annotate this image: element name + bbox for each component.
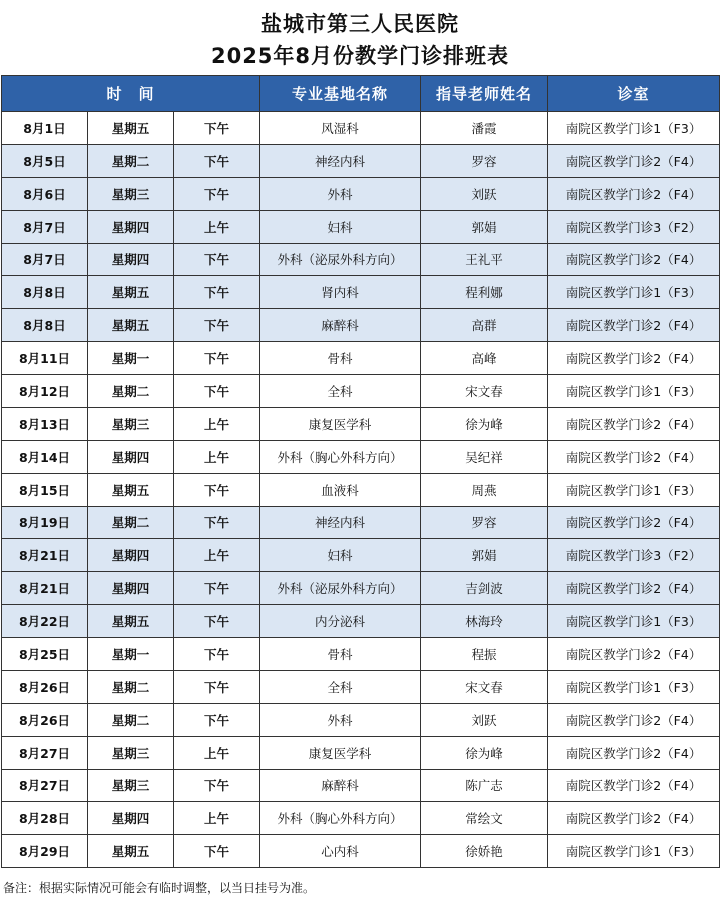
cell-teacher: 徐为峰 [421, 407, 548, 440]
cell-period: 上午 [174, 736, 260, 769]
cell-teacher: 周燕 [421, 473, 548, 506]
table-row [2, 605, 720, 638]
cell-teacher: 罗容 [421, 506, 548, 539]
cell-teacher: 潘霞 [421, 112, 548, 145]
table-row [2, 802, 720, 835]
cell-base: 内分泌科 [260, 605, 421, 638]
cell-date: 8月13日 [2, 407, 88, 440]
header-room: 诊室 [548, 76, 720, 112]
cell-base: 风湿科 [260, 112, 421, 145]
cell-weekday: 星期三 [88, 769, 174, 802]
cell-teacher: 吴纪祥 [421, 440, 548, 473]
cell-date: 8月28日 [2, 802, 88, 835]
cell-date: 8月26日 [2, 670, 88, 703]
cell-room: 南院区教学门诊2（F4） [548, 407, 720, 440]
cell-weekday: 星期二 [88, 506, 174, 539]
cell-period: 下午 [174, 769, 260, 802]
cell-teacher: 常绘文 [421, 802, 548, 835]
cell-teacher: 刘跃 [421, 703, 548, 736]
cell-date: 8月5日 [2, 144, 88, 177]
table-row [2, 539, 720, 572]
cell-room: 南院区教学门诊2（F4） [548, 243, 720, 276]
table-row [2, 112, 720, 145]
cell-period: 下午 [174, 506, 260, 539]
cell-room: 南院区教学门诊3（F2） [548, 539, 720, 572]
cell-room: 南院区教学门诊2（F4） [548, 144, 720, 177]
schedule-table [1, 75, 720, 868]
cell-date: 8月14日 [2, 440, 88, 473]
table-row [2, 506, 720, 539]
cell-teacher: 郭娟 [421, 210, 548, 243]
cell-base: 康复医学科 [260, 736, 421, 769]
cell-weekday: 星期四 [88, 539, 174, 572]
table-header-row [2, 76, 720, 112]
cell-weekday: 星期一 [88, 342, 174, 375]
table-row [2, 375, 720, 408]
cell-date: 8月8日 [2, 276, 88, 309]
cell-weekday: 星期四 [88, 243, 174, 276]
cell-room: 南院区教学门诊2（F4） [548, 736, 720, 769]
cell-teacher: 王礼平 [421, 243, 548, 276]
cell-period: 下午 [174, 243, 260, 276]
cell-room: 南院区教学门诊1（F3） [548, 375, 720, 408]
cell-weekday: 星期五 [88, 605, 174, 638]
cell-period: 下午 [174, 177, 260, 210]
table-row [2, 210, 720, 243]
cell-period: 上午 [174, 407, 260, 440]
cell-room: 南院区教学门诊2（F4） [548, 638, 720, 671]
cell-room: 南院区教学门诊1（F3） [548, 473, 720, 506]
schedule-title: 2025年8月份教学门诊排班表 [210, 44, 510, 68]
cell-room: 南院区教学门诊1（F3） [548, 605, 720, 638]
cell-room: 南院区教学门诊2（F4） [548, 342, 720, 375]
table-row [2, 670, 720, 703]
table-row [2, 440, 720, 473]
cell-teacher: 高群 [421, 309, 548, 342]
cell-date: 8月21日 [2, 539, 88, 572]
cell-date: 8月12日 [2, 375, 88, 408]
cell-date: 8月26日 [2, 703, 88, 736]
cell-base: 麻醉科 [260, 769, 421, 802]
cell-period: 下午 [174, 638, 260, 671]
cell-period: 下午 [174, 342, 260, 375]
cell-base: 心内科 [260, 835, 421, 868]
cell-base: 妇科 [260, 539, 421, 572]
cell-period: 下午 [174, 276, 260, 309]
cell-room: 南院区教学门诊1（F3） [548, 670, 720, 703]
table-row [2, 407, 720, 440]
cell-weekday: 星期四 [88, 572, 174, 605]
cell-date: 8月7日 [2, 243, 88, 276]
cell-base: 血液科 [260, 473, 421, 506]
cell-base: 骨科 [260, 638, 421, 671]
cell-base: 外科（胸心外科方向） [260, 440, 421, 473]
cell-weekday: 星期五 [88, 309, 174, 342]
cell-base: 外科（泌尿外科方向） [260, 572, 421, 605]
cell-weekday: 星期二 [88, 375, 174, 408]
cell-base: 肾内科 [260, 276, 421, 309]
cell-period: 下午 [174, 375, 260, 408]
cell-room: 南院区教学门诊2（F4） [548, 769, 720, 802]
table-row [2, 769, 720, 802]
table-row [2, 243, 720, 276]
cell-base: 外科（胸心外科方向） [260, 802, 421, 835]
cell-teacher: 程利娜 [421, 276, 548, 309]
cell-base: 妇科 [260, 210, 421, 243]
cell-weekday: 星期四 [88, 210, 174, 243]
cell-date: 8月27日 [2, 769, 88, 802]
cell-weekday: 星期二 [88, 703, 174, 736]
table-row [2, 638, 720, 671]
cell-period: 下午 [174, 473, 260, 506]
table-row [2, 309, 720, 342]
cell-weekday: 星期三 [88, 736, 174, 769]
table-row [2, 276, 720, 309]
hospital-name: 盐城市第三人民医院 [261, 12, 459, 36]
cell-base: 神经内科 [260, 506, 421, 539]
cell-teacher: 罗容 [421, 144, 548, 177]
cell-teacher: 宋文春 [421, 670, 548, 703]
cell-weekday: 星期三 [88, 407, 174, 440]
table-row [2, 177, 720, 210]
cell-teacher: 徐为峰 [421, 736, 548, 769]
cell-date: 8月11日 [2, 342, 88, 375]
cell-room: 南院区教学门诊2（F4） [548, 440, 720, 473]
cell-base: 全科 [260, 670, 421, 703]
cell-teacher: 刘跃 [421, 177, 548, 210]
cell-base: 外科 [260, 177, 421, 210]
cell-date: 8月19日 [2, 506, 88, 539]
cell-base: 骨科 [260, 342, 421, 375]
cell-teacher: 吉剑波 [421, 572, 548, 605]
cell-period: 上午 [174, 802, 260, 835]
header-base: 专业基地名称 [260, 76, 421, 112]
cell-weekday: 星期五 [88, 112, 174, 145]
cell-base: 全科 [260, 375, 421, 408]
cell-room: 南院区教学门诊2（F4） [548, 177, 720, 210]
cell-room: 南院区教学门诊2（F4） [548, 309, 720, 342]
table-row [2, 736, 720, 769]
cell-weekday: 星期二 [88, 144, 174, 177]
cell-weekday: 星期一 [88, 638, 174, 671]
cell-period: 下午 [174, 835, 260, 868]
cell-room: 南院区教学门诊2（F4） [548, 703, 720, 736]
cell-room: 南院区教学门诊1（F3） [548, 112, 720, 145]
cell-date: 8月15日 [2, 473, 88, 506]
table-row [2, 473, 720, 506]
cell-base: 麻醉科 [260, 309, 421, 342]
cell-weekday: 星期五 [88, 835, 174, 868]
cell-date: 8月6日 [2, 177, 88, 210]
cell-teacher: 高峰 [421, 342, 548, 375]
header-time: 时 间 [2, 76, 260, 112]
cell-room: 南院区教学门诊2（F4） [548, 802, 720, 835]
cell-date: 8月21日 [2, 572, 88, 605]
cell-period: 上午 [174, 440, 260, 473]
table-row [2, 342, 720, 375]
cell-teacher: 林海玲 [421, 605, 548, 638]
cell-weekday: 星期三 [88, 177, 174, 210]
cell-weekday: 星期五 [88, 473, 174, 506]
cell-room: 南院区教学门诊3（F2） [548, 210, 720, 243]
table-row [2, 144, 720, 177]
cell-period: 下午 [174, 703, 260, 736]
cell-period: 下午 [174, 670, 260, 703]
cell-base: 康复医学科 [260, 407, 421, 440]
cell-teacher: 陈广志 [421, 769, 548, 802]
cell-base: 外科（泌尿外科方向） [260, 243, 421, 276]
cell-base: 外科 [260, 703, 421, 736]
table-row [2, 572, 720, 605]
cell-date: 8月1日 [2, 112, 88, 145]
cell-room: 南院区教学门诊2（F4） [548, 506, 720, 539]
cell-date: 8月8日 [2, 309, 88, 342]
footnote: 备注：根据实际情况可能会有临时调整，以当日挂号为准。 [3, 881, 316, 895]
cell-teacher: 宋文春 [421, 375, 548, 408]
cell-period: 上午 [174, 210, 260, 243]
header-teacher: 指导老师姓名 [421, 76, 548, 112]
cell-base: 神经内科 [260, 144, 421, 177]
table-body [2, 112, 720, 868]
cell-period: 下午 [174, 572, 260, 605]
cell-weekday: 星期四 [88, 802, 174, 835]
cell-room: 南院区教学门诊1（F3） [548, 835, 720, 868]
cell-weekday: 星期二 [88, 670, 174, 703]
cell-date: 8月29日 [2, 835, 88, 868]
cell-period: 下午 [174, 112, 260, 145]
cell-period: 下午 [174, 309, 260, 342]
cell-teacher: 程振 [421, 638, 548, 671]
cell-period: 下午 [174, 605, 260, 638]
cell-weekday: 星期五 [88, 276, 174, 309]
cell-room: 南院区教学门诊2（F4） [548, 572, 720, 605]
cell-date: 8月22日 [2, 605, 88, 638]
cell-room: 南院区教学门诊1（F3） [548, 276, 720, 309]
table-row [2, 835, 720, 868]
cell-teacher: 郭娟 [421, 539, 548, 572]
cell-period: 上午 [174, 539, 260, 572]
cell-date: 8月25日 [2, 638, 88, 671]
cell-teacher: 徐娇艳 [421, 835, 548, 868]
table-row [2, 703, 720, 736]
cell-date: 8月27日 [2, 736, 88, 769]
cell-date: 8月7日 [2, 210, 88, 243]
cell-period: 下午 [174, 144, 260, 177]
cell-weekday: 星期四 [88, 440, 174, 473]
